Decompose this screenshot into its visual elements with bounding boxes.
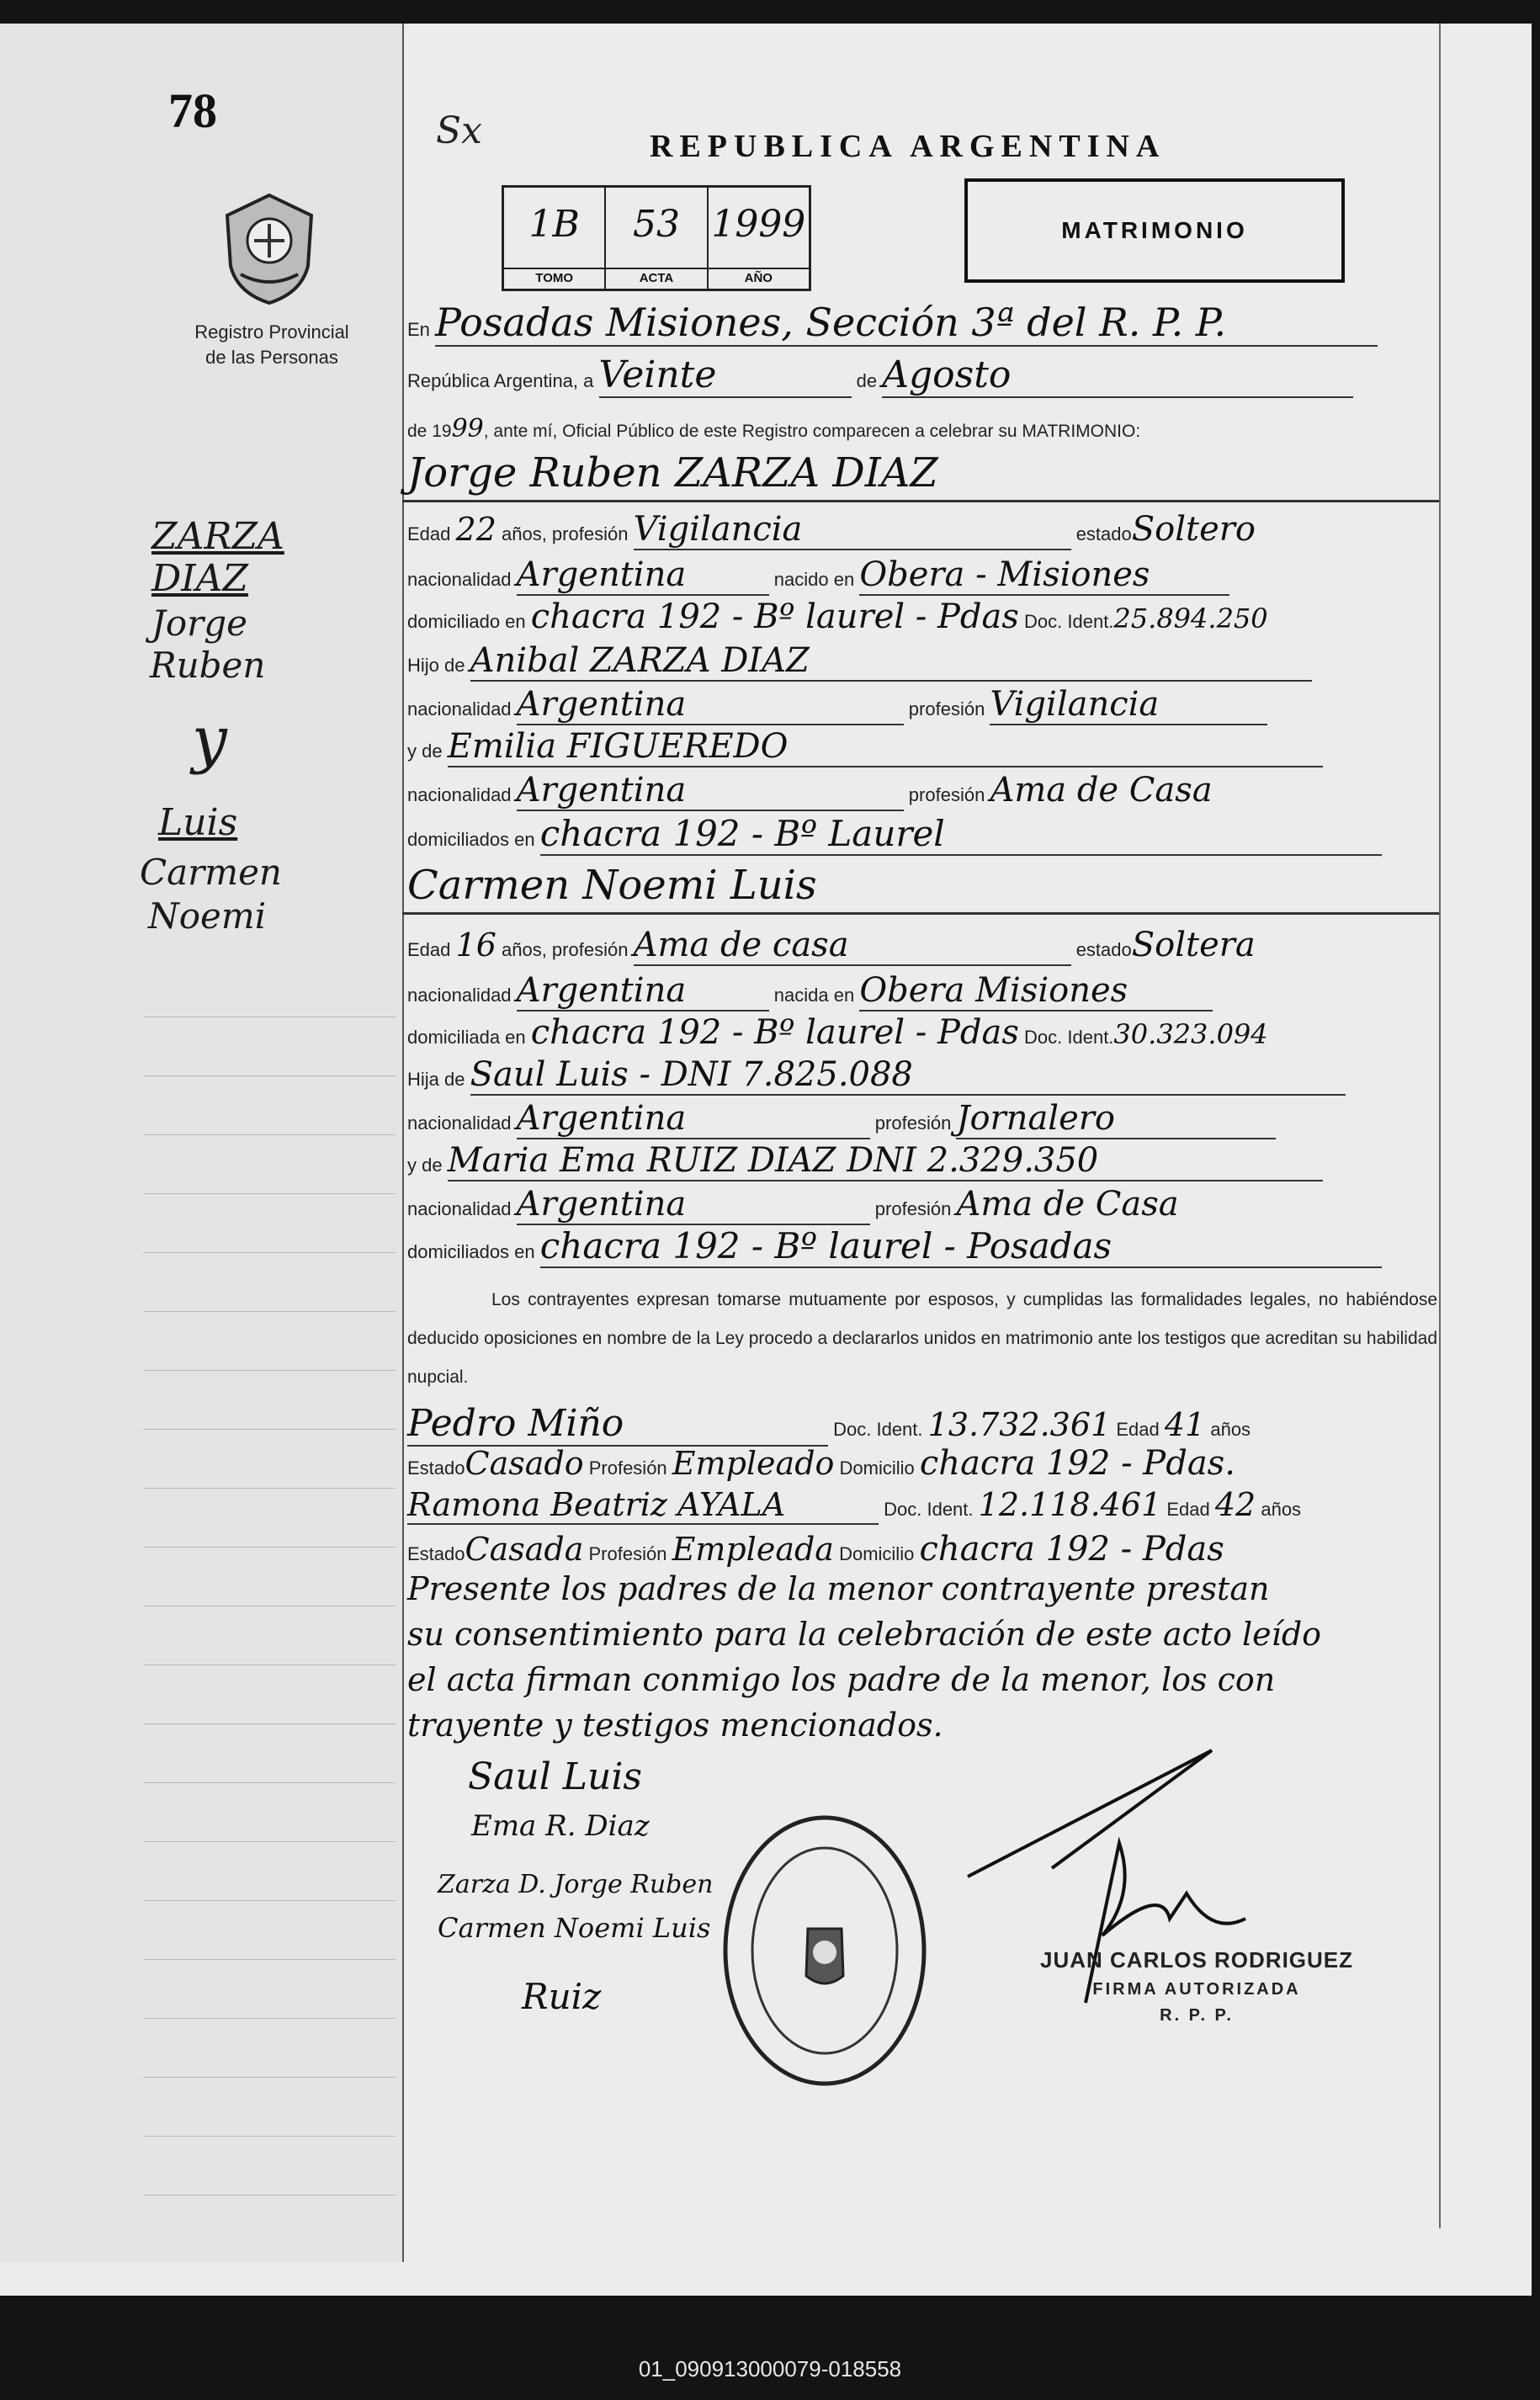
witness-1-anos-label: años (1210, 1419, 1251, 1440)
margin-bride-given-2: Noemi (148, 895, 267, 937)
groom-nationality-line (407, 555, 1434, 596)
mother-label-b: y de (407, 1155, 443, 1176)
bride-mother-line (407, 1141, 1434, 1181)
groom-father-nat-line (407, 685, 1434, 725)
groom-doc: 25.894.250 (1113, 603, 1268, 635)
signature-2: Ema R. Diaz (471, 1809, 650, 1843)
groom-nationality: Argentina (517, 555, 769, 596)
nac-label-b3: nacionalidad (407, 1198, 512, 1219)
signature-5: Ruiz (522, 1976, 602, 2017)
born-label: nacido en (773, 569, 855, 590)
witness-2-details-line (407, 1530, 1434, 1569)
acta-cell (606, 188, 708, 289)
margin-surname-1: ZARZA (151, 515, 284, 558)
estado-label: estado (1075, 523, 1132, 544)
groom-status: Soltero (1131, 510, 1256, 549)
bride-mother-profession: Ama de Casa (956, 1185, 1179, 1224)
bride-father: Saul Luis - DNI 7.825.088 (470, 1055, 1346, 1096)
witness-2-status: Casada (465, 1531, 584, 1568)
witness-1-doc: 13.732.361 (927, 1406, 1112, 1443)
witness-1-details-line (407, 1444, 1434, 1483)
note-line-3: el acta firman conmigo los padre de la menor, los con (407, 1661, 1276, 1698)
declaration-body: Los contrayentes expresan tomarse mutuamente por esposos, y cumplidas las formalidades legales, no habiéndose deducido oposiciones en nombre de la Ley procedo a declararlos unidos en matrimonio ante los testigos que acreditan su habilidad nupcial. (407, 1290, 1437, 1387)
year-suffix: 99 (451, 414, 484, 443)
witness-1-estado-label: Estado (407, 1458, 465, 1479)
estado-label-b: estado (1075, 939, 1132, 960)
bride-status: Soltera (1131, 926, 1256, 964)
groom-parents-address-line (407, 813, 1434, 856)
bride-mother-nat-line (407, 1185, 1434, 1225)
registry-label (162, 320, 382, 370)
bride-mother: Maria Ema RUIZ DIAZ DNI 2.329.350 (448, 1141, 1323, 1181)
groom-mother-nationality: Argentina (517, 771, 904, 811)
ano-value: 1999 (711, 203, 806, 246)
groom-mother-nat-line (407, 771, 1434, 811)
intro-date-line (407, 353, 1434, 398)
declaration-text (407, 1281, 1437, 1397)
bride-nationality: Argentina (517, 971, 769, 1012)
intro-place-line (407, 300, 1434, 347)
groom-father: Anibal ZARZA DIAZ (470, 641, 1312, 682)
country-title: REPUBLICA ARGENTINA (650, 129, 1166, 164)
margin-given-2: Ruben (150, 645, 266, 686)
bride-address: chacra 192 - Bº laurel - Pdas (530, 1013, 1019, 1052)
born-label-b: nacida en (773, 985, 855, 1006)
witness-2-estado-label: Estado (407, 1543, 465, 1564)
bride-birthplace: Obera Misiones (859, 971, 1213, 1012)
father-prof-label-b: profesión (874, 1112, 952, 1134)
margin-and-mark: y (192, 704, 227, 776)
nac-label-3: nacionalidad (407, 784, 512, 805)
witness-1-address: chacra 192 - Pdas. (919, 1444, 1235, 1483)
place-value: Posadas Misiones, Sección 3ª del R. P. P. (435, 300, 1378, 347)
note-line-2: su consentimiento para la celebración de este acto leído (407, 1616, 1322, 1653)
official-title: FIRMA AUTORIZADA (1092, 1980, 1301, 1999)
nac-label-2: nacionalidad (407, 698, 512, 719)
prof-label-b: años, profesión (502, 939, 629, 960)
groom-address: chacra 192 - Bº laurel - Pdas (530, 597, 1019, 636)
mother-label: y de (407, 741, 443, 762)
groom-father-profession: Vigilancia (990, 685, 1267, 725)
mother-prof-label-b: profesión (874, 1198, 952, 1219)
bride-doc: 30.323.094 (1113, 1018, 1268, 1050)
dom-label-b: domiciliada en (407, 1027, 526, 1048)
bride-parents-address: chacra 192 - Bº laurel - Posadas (540, 1225, 1382, 1268)
witness-2-address: chacra 192 - Pdas (919, 1530, 1224, 1569)
official-block (1040, 1947, 1353, 2026)
witness-1-name: Pedro Miño (407, 1402, 828, 1447)
witness-1-doc-label: Doc. Ident. (833, 1419, 923, 1440)
doc-label: Doc. Ident. (1024, 611, 1114, 632)
country-label: República Argentina, a (407, 370, 594, 391)
margin-bride-surname: Luis (158, 801, 238, 844)
official-org: R. P. P. (1160, 2006, 1234, 2025)
witness-1-status: Casado (465, 1445, 584, 1482)
tomo-label: TOMO (504, 268, 604, 285)
bride-father-line (407, 1055, 1434, 1096)
tomo-value: 1B (528, 203, 580, 246)
ano-label: AÑO (709, 268, 809, 285)
groom-age-line (407, 510, 1434, 550)
nac-label-b2: nacionalidad (407, 1112, 512, 1134)
father-prof-label: profesión (908, 698, 985, 719)
bride-name-rule (402, 912, 1439, 915)
father-label: Hijo de (407, 655, 465, 676)
margin-given-1: Jorge (151, 603, 247, 644)
witness-1-line (407, 1402, 1434, 1447)
official-name: JUAN CARLOS RODRIGUEZ (1040, 1947, 1354, 1973)
groom-father-line (407, 641, 1434, 682)
witness-1-age: 41 (1164, 1406, 1206, 1443)
witness-2-name: Ramona Beatriz AYALA (407, 1486, 879, 1525)
groom-name: Jorge Ruben ZARZA DIAZ (407, 449, 938, 496)
registry-label-line2: de las Personas (205, 347, 338, 368)
witness-2-prof-label: Profesión (588, 1543, 667, 1564)
en-label: En (407, 319, 430, 340)
bride-father-profession: Jornalero (956, 1099, 1276, 1139)
groom-father-nationality: Argentina (517, 685, 904, 725)
witness-1-dom-label: Domicilio (839, 1458, 915, 1479)
witness-2-doc: 12.118.461 (978, 1486, 1162, 1523)
acta-value: 53 (632, 203, 680, 246)
margin-bride-given-1: Carmen (140, 852, 282, 893)
coat-of-arms-icon (220, 190, 318, 308)
intro-statement-line (407, 414, 1434, 443)
father-label-b: Hija de (407, 1069, 465, 1090)
groom-mother-profession: Ama de Casa (990, 771, 1213, 810)
witness-1-profession: Empleado (672, 1445, 835, 1482)
bride-mother-nationality: Argentina (517, 1185, 870, 1225)
doc-label-b: Doc. Ident. (1024, 1027, 1114, 1048)
tomo-acta-ano-box (502, 185, 811, 291)
witness-1-prof-label: Profesión (588, 1458, 667, 1479)
image-id-footer: 01_090913000079-018558 (638, 2356, 902, 2381)
nac-label-b: nacionalidad (407, 985, 512, 1006)
year-label: de 19 (407, 422, 452, 441)
document-type-box: MATRIMONIO (964, 178, 1345, 283)
right-margin-rule (1439, 24, 1441, 2228)
groom-profession: Vigilancia (634, 510, 1071, 550)
groom-birthplace: Obera - Misiones (859, 555, 1229, 596)
note-line-4: trayente y testigos mencionados. (407, 1707, 943, 1744)
nac-label: nacionalidad (407, 569, 512, 590)
day-value: Veinte (599, 353, 852, 398)
statement-text: , ante mí, Oficial Público de este Registro comparecen a celebrar su MATRIMONIO: (483, 422, 1141, 441)
parents-dom-label-b: domiciliados en (407, 1241, 535, 1262)
prof-label: años, profesión (502, 523, 629, 544)
groom-mother-line (407, 727, 1434, 767)
groom-parents-address: chacra 192 - Bº Laurel (540, 813, 1382, 856)
groom-address-line (407, 597, 1434, 636)
groom-mother: Emilia FIGUEREDO (448, 727, 1323, 767)
witness-2-age: 42 (1214, 1486, 1256, 1523)
bride-age: 16 (455, 927, 497, 964)
signature-1: Saul Luis (468, 1755, 642, 1798)
witness-1-edad-label: Edad (1116, 1419, 1160, 1440)
witness-2-doc-label: Doc. Ident. (884, 1499, 974, 1520)
bride-nationality-line (407, 971, 1434, 1012)
month-value: Agosto (882, 353, 1353, 398)
tomo-cell (504, 188, 606, 289)
edad-label-b: Edad (407, 939, 451, 960)
groom-name-rule (402, 500, 1439, 502)
witness-2-edad-label: Edad (1166, 1499, 1210, 1520)
parents-dom-label: domiciliados en (407, 829, 535, 850)
mother-prof-label: profesión (908, 784, 985, 805)
bride-father-nationality: Argentina (517, 1099, 870, 1139)
witness-2-dom-label: Domicilio (839, 1543, 915, 1564)
margin-surname-2: DIAZ (151, 557, 249, 600)
bride-age-line (407, 926, 1434, 966)
bride-father-nat-line (407, 1099, 1434, 1139)
acta-label: ACTA (606, 268, 706, 285)
dom-label: domiciliado en (407, 611, 526, 632)
bride-parents-address-line (407, 1225, 1434, 1268)
signature-3: Zarza D. Jorge Ruben (438, 1870, 714, 1899)
registry-label-line1: Registro Provincial (194, 321, 349, 342)
page-number: 78 (168, 83, 217, 138)
bride-profession: Ama de casa (634, 926, 1071, 966)
bride-address-line (407, 1013, 1434, 1052)
signature-4: Carmen Noemi Luis (438, 1912, 711, 1944)
bride-name: Carmen Noemi Luis (407, 862, 817, 909)
note-line-1: Presente los padres de la menor contrayente prestan (407, 1570, 1270, 1607)
edad-label: Edad (407, 523, 451, 544)
de-label: de (856, 370, 878, 391)
registry-stamp-icon (720, 1811, 929, 2090)
witness-2-profession: Empleada (672, 1531, 834, 1568)
witness-2-line (407, 1486, 1434, 1525)
corner-mark: Sx (436, 109, 482, 152)
groom-age: 22 (455, 511, 497, 548)
witness-2-anos-label: años (1261, 1499, 1302, 1520)
ano-cell (709, 188, 809, 289)
